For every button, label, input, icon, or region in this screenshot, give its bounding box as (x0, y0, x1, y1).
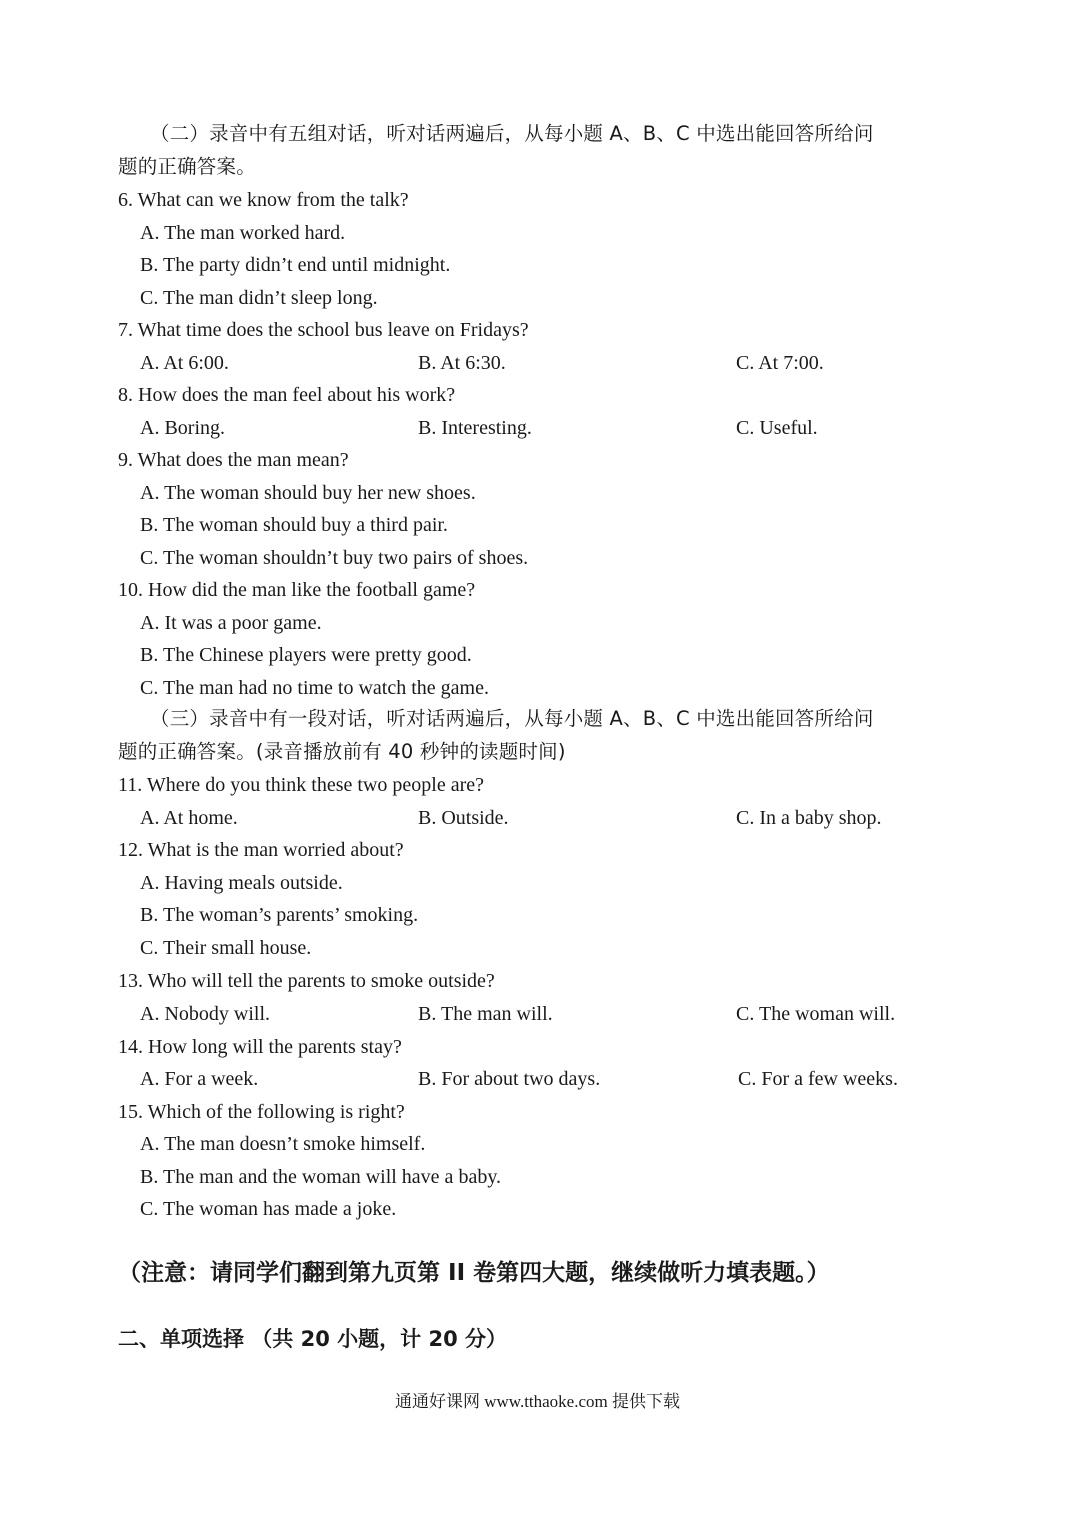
q7-option-a: A. At 6:00. (140, 352, 229, 374)
q14-option-b: B. For about two days. (418, 1068, 601, 1090)
q7-option-c: C. At 7:00. (736, 352, 824, 374)
q15-option-a: A. The man doesn’t smoke himself. (140, 1133, 426, 1155)
q9-option-b: B. The woman should buy a third pair. (140, 514, 448, 536)
question-7: 7. What time does the school bus leave on Fridays? (118, 319, 529, 341)
section-heading-single-choice: 二、单项选择 （共 20 小题，计 20 分） (118, 1327, 508, 1351)
attention-note: （注意：请同学们翻到第九页第 II 卷第四大题，继续做听力填表题。） (118, 1260, 830, 1286)
q9-option-a: A. The woman should buy her new shoes. (140, 482, 476, 504)
question-13: 13. Who will tell the parents to smoke outside? (118, 970, 495, 992)
q14-option-a: A. For a week. (140, 1068, 259, 1090)
q10-option-c: C. The man had no time to watch the game. (140, 677, 489, 699)
q15-option-c: C. The woman has made a joke. (140, 1198, 397, 1220)
q13-option-c: C. The woman will. (736, 1003, 896, 1025)
intro-part-3-line-2: 题的正确答案。(录音播放前有 40 秒钟的读题时间) (118, 740, 566, 763)
q11-option-c: C. In a baby shop. (736, 807, 882, 829)
intro-part-3-line-1: （三）录音中有一段对话，听对话两遍后，从每小题 A、B、C 中选出能回答所给问 (150, 707, 874, 730)
q10-option-b: B. The Chinese players were pretty good. (140, 644, 472, 666)
page-footer: 通通好课网 www.tthaoke.com 提供下载 (394, 1392, 681, 1411)
question-8: 8. How does the man feel about his work? (118, 384, 456, 406)
q9-option-c: C. The woman shouldn’t buy two pairs of shoes. (140, 547, 529, 569)
q11-option-a: A. At home. (140, 807, 238, 829)
q8-option-b: B. Interesting. (418, 417, 532, 439)
q12-option-b: B. The woman’s parents’ smoking. (140, 904, 419, 926)
q6-option-a: A. The man worked hard. (140, 222, 346, 244)
question-15: 15. Which of the following is right? (118, 1101, 405, 1123)
q12-option-c: C. Their small house. (140, 937, 312, 959)
q8-option-a: A. Boring. (140, 417, 225, 439)
q11-option-b: B. Outside. (418, 807, 509, 829)
q6-option-b: B. The party didn’t end until midnight. (140, 254, 451, 276)
q7-option-b: B. At 6:30. (418, 352, 506, 374)
q15-option-b: B. The man and the woman will have a baby. (140, 1166, 502, 1188)
question-11: 11. Where do you think these two people are? (118, 774, 484, 796)
q12-option-a: A. Having meals outside. (140, 872, 343, 894)
q8-option-c: C. Useful. (736, 417, 818, 439)
q14-option-c: C. For a few weeks. (738, 1068, 898, 1090)
question-9: 9. What does the man mean? (118, 449, 349, 471)
q13-option-a: A. Nobody will. (140, 1003, 270, 1025)
question-6: 6. What can we know from the talk? (118, 189, 409, 211)
question-12: 12. What is the man worried about? (118, 839, 404, 861)
q10-option-a: A. It was a poor game. (140, 612, 322, 634)
intro-part-2-line-1: （二）录音中有五组对话，听对话两遍后，从每小题 A、B、C 中选出能回答所给问 (150, 122, 874, 145)
question-14: 14. How long will the parents stay? (118, 1036, 402, 1058)
q6-option-c: C. The man didn’t sleep long. (140, 287, 378, 309)
q13-option-b: B. The man will. (418, 1003, 553, 1025)
question-10: 10. How did the man like the football game? (118, 579, 476, 601)
intro-part-2-line-2: 题的正确答案。 (118, 155, 256, 178)
